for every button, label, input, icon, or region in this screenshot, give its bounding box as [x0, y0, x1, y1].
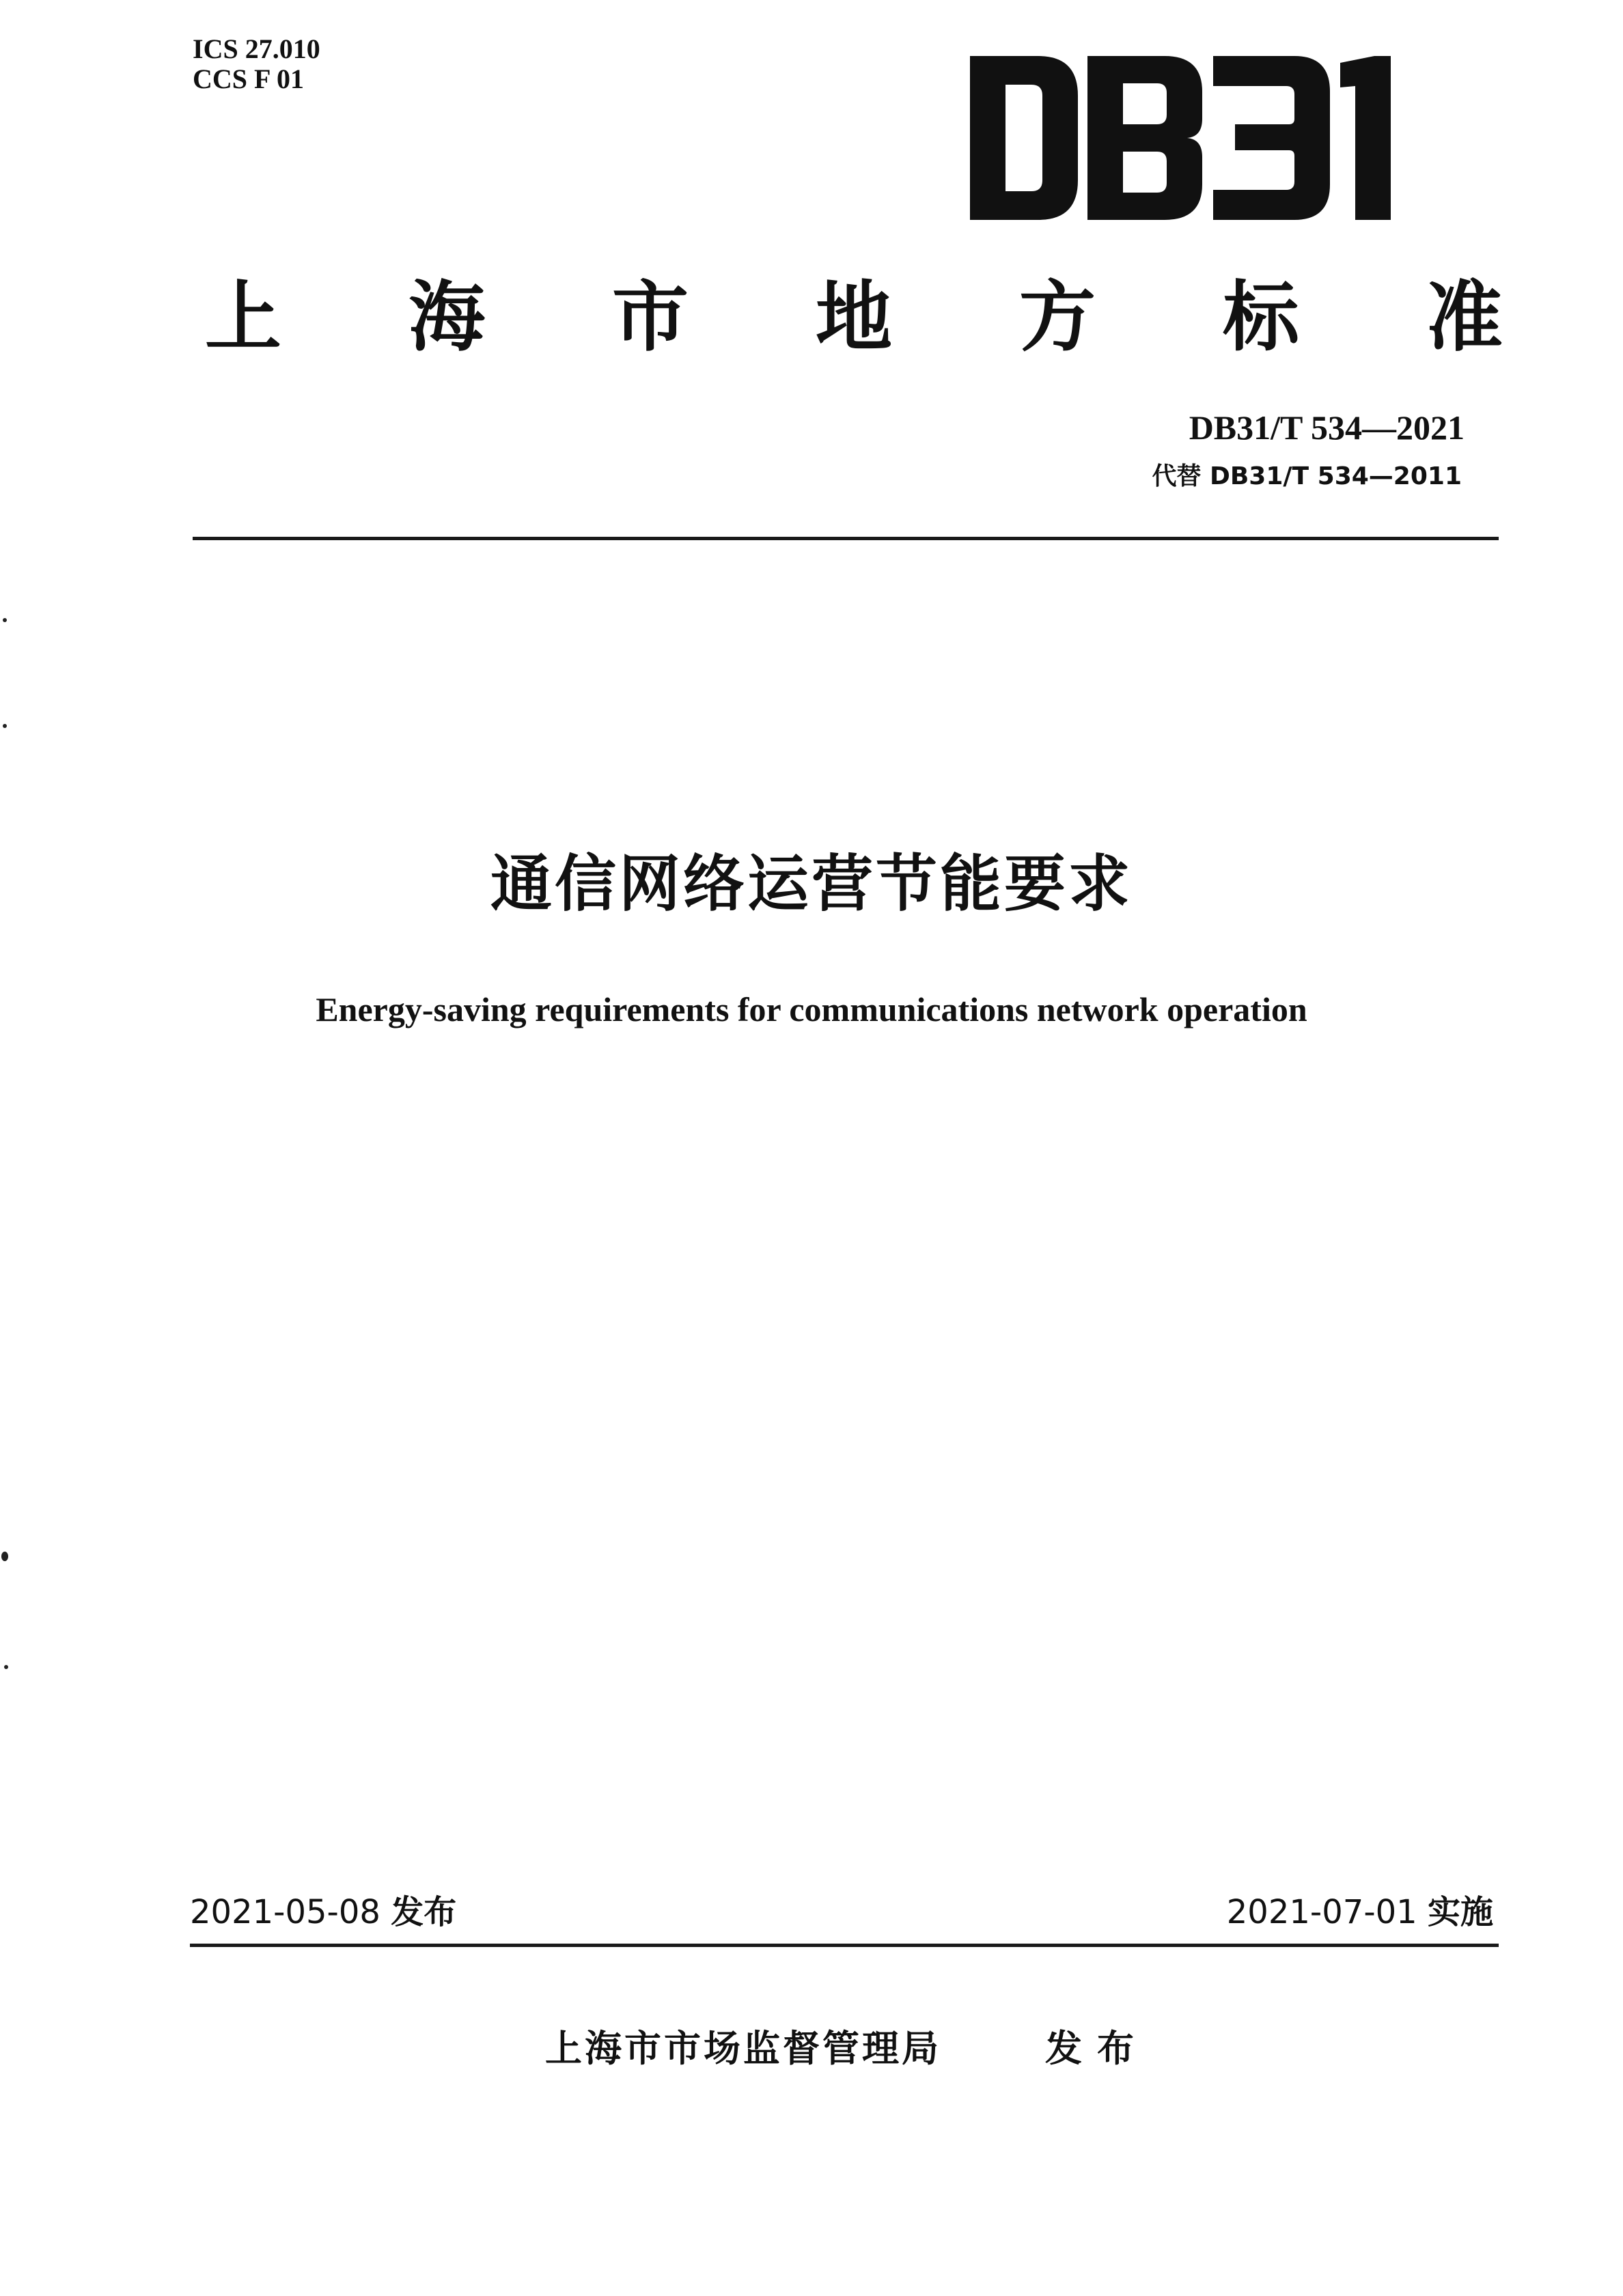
standard-type-char: 准 [1426, 273, 1503, 362]
classification-codes [193, 34, 320, 94]
top-divider [193, 537, 1499, 540]
ics-code: ICS 27.010 [193, 33, 320, 64]
scan-speck [4, 1665, 8, 1669]
document-title-chinese: 通信网络运营节能要求 [490, 848, 1133, 920]
issuing-authority: 上海市市场监督管理局 [545, 2027, 941, 2070]
issue-date-line [190, 1892, 456, 1933]
issue-label: 发布 [391, 1893, 457, 1931]
standard-type-heading [205, 273, 1503, 362]
scan-speck [3, 724, 7, 728]
implementation-date: 2021-07-01 [1226, 1893, 1417, 1931]
db31-logo [970, 56, 1414, 220]
scan-speck [1, 1552, 8, 1561]
standard-type-char: 方 [1019, 273, 1096, 362]
ccs-code: CCS F 01 [193, 64, 304, 94]
issue-date: 2021-05-08 [190, 1893, 380, 1931]
implementation-label: 实施 [1427, 1893, 1493, 1931]
issuer-verb: 发布 [1045, 2027, 1149, 2070]
standard-type-char: 海 [408, 273, 485, 362]
scan-speck [3, 618, 7, 622]
replaces-standard: 代替 DB31/T 534—2011 [1152, 462, 1462, 490]
standard-number: DB31/T 534—2021 [1189, 408, 1465, 447]
standard-type-char: 标 [1223, 273, 1299, 362]
standard-type-char: 地 [816, 273, 892, 362]
implementation-date-line [1227, 1892, 1493, 1933]
standard-type-char: 上 [205, 273, 281, 362]
document-title-english: Energy-saving requirements for communications network operation [316, 990, 1307, 1028]
bottom-divider [190, 1944, 1499, 1947]
standard-type-char: 市 [612, 273, 689, 362]
